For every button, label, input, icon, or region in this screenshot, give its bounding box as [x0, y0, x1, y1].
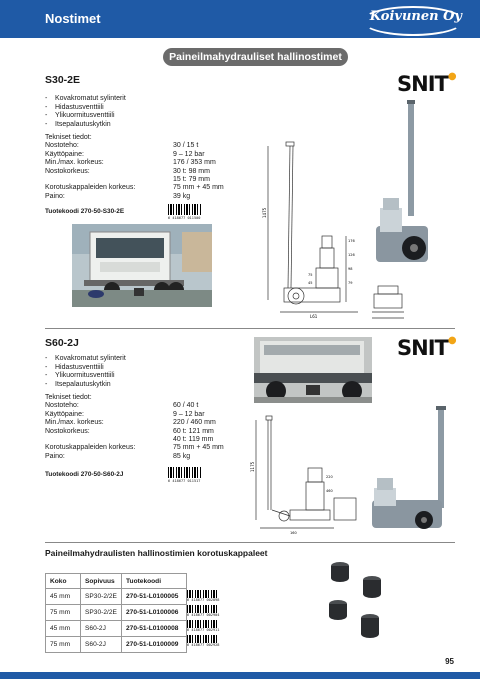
dimension-label: L61 [310, 314, 318, 319]
feature-item: - Itsepalautuskytkin [45, 381, 126, 390]
page-header [0, 0, 480, 38]
cell-fit: SP30-2/2E [81, 589, 122, 605]
feature-item: - Itsepalautuskytkin [45, 121, 126, 130]
page-number: 95 [445, 657, 454, 666]
technical-drawing-s60 [250, 412, 362, 534]
feature-item: - Hidastusventtiili [45, 364, 126, 373]
spec-value: 15 t: 79 mm [173, 176, 210, 184]
spec-value: 176 / 353 mm [173, 159, 216, 167]
barcode-icon [187, 590, 219, 598]
spec-value: 9 – 12 bar [173, 150, 205, 158]
cell-size: 45 mm [46, 621, 81, 637]
spec-value: 30 / 15 t [173, 142, 199, 150]
barcode-number: 6 418677 002928 [187, 643, 220, 647]
brand-logo-s30 [397, 72, 456, 96]
table-row [46, 605, 187, 621]
barcode-number: 6 418677 011500 [168, 216, 201, 220]
table-header-row [46, 574, 187, 589]
table-row [46, 637, 187, 653]
brand-logo-s60 [397, 336, 456, 360]
barcode-number: 6 418677 002904 [187, 613, 220, 617]
cell-fit: S60-2J [81, 637, 122, 653]
spec-label: Min./max. korkeus: [45, 159, 104, 167]
table-row [46, 589, 187, 605]
spec-label: Nostokorkeus: [45, 167, 90, 175]
spec-value: 30 t: 98 mm [173, 167, 210, 175]
dimension-label: 176 [348, 239, 355, 243]
dimension-label: 126 [348, 253, 355, 257]
spec-table-s30 [45, 134, 224, 201]
feature-item: - Kovakromatut sylinterit [45, 95, 126, 104]
technical-drawing-s30 [258, 138, 368, 320]
product-model-s30: S30-2E [45, 74, 81, 86]
accessories-table [45, 573, 187, 653]
front-drawing-s30 [370, 282, 406, 322]
spec-label: Käyttöpaine: [45, 150, 84, 158]
dimension-label: 45 [308, 281, 313, 285]
company-logo: Koivunen Oy [369, 9, 462, 24]
spec-value: 60 t: 121 mm [173, 427, 214, 435]
section-divider [45, 328, 455, 329]
barcode-number: 6 418677 002898 [187, 598, 220, 602]
cell-fit: SP30-2/2E [81, 605, 122, 621]
dimension-label: 220 [326, 475, 333, 479]
column-header-size: Koko [46, 574, 81, 589]
brand-name: SNIT [397, 336, 448, 360]
spec-label: Nostoteho: [45, 142, 79, 150]
section-title: Nostimet [45, 11, 101, 26]
cell-size: 45 mm [46, 589, 81, 605]
brand-dot-icon: ● [447, 335, 456, 346]
dimension-label: 75 [308, 273, 313, 277]
accessories-title: Paineilmahydraulisten hallinostimien korotuskappaleet [45, 548, 268, 558]
barcode-icon [187, 620, 219, 628]
cell-code: 270-51-L0100008 [122, 621, 187, 637]
brand-name: SNIT [397, 72, 448, 96]
table-row [46, 621, 187, 637]
truck-photo-s60 [254, 337, 372, 403]
dimension-label: 160 [290, 531, 297, 534]
feature-item: - Kovakromatut sylinterit [45, 355, 126, 364]
spec-label: Korotuskappaleiden korkeus: [45, 184, 136, 192]
spec-value: 85 kg [173, 452, 191, 460]
feature-item: - Hidastusventtiili [45, 104, 126, 113]
feature-item: - Ylikuormitusventtiili [45, 112, 126, 121]
spec-value: 60 / 40 t [173, 402, 199, 410]
spec-label: Korotuskappaleiden korkeus: [45, 444, 136, 452]
spec-value: 220 / 460 mm [173, 419, 216, 427]
dimension-label: 1175 [250, 461, 255, 472]
spec-label [45, 176, 173, 184]
truck-photo-s30 [72, 224, 212, 307]
cell-size: 75 mm [46, 637, 81, 653]
spec-label: Nostoteho: [45, 402, 79, 410]
barcode-icon [187, 605, 219, 613]
brand-dot-icon: ● [447, 71, 456, 82]
jack-photo-s30 [370, 98, 432, 266]
barcode-icon [187, 635, 219, 643]
feature-item: - Ylikuormitusventtiili [45, 372, 126, 381]
category-banner: Paineilmahydrauliset hallinostimet [163, 48, 348, 66]
barcode-number: 6 418677 011517 [168, 479, 201, 483]
spec-value: 75 mm + 45 mm [173, 184, 224, 192]
barcode-number: 6 418677 002911 [187, 628, 220, 632]
dimension-label: 79 [348, 281, 353, 285]
spec-table-s60 [45, 394, 224, 461]
spec-label [45, 436, 173, 444]
spacer-pucks-photo [322, 556, 388, 648]
spec-label: Paino: [45, 452, 65, 460]
dimension-label: 1475 [262, 207, 267, 218]
column-header-code: Tuotekoodi [122, 574, 187, 589]
barcode-icon [168, 467, 202, 478]
column-header-fit: Sopivuus [81, 574, 122, 589]
cell-code: 270-51-L0100005 [122, 589, 187, 605]
dimension-label: 460 [326, 489, 333, 493]
product-code-s30: Tuotekoodi 270-50-S30-2E [45, 208, 125, 215]
cell-fit: S60-2J [81, 621, 122, 637]
cell-code: 270-51-L0100009 [122, 637, 187, 653]
spec-value: 75 mm + 45 mm [173, 444, 224, 452]
spec-title: Tekniset tiedot: [45, 394, 92, 401]
dimension-label: 98 [348, 267, 353, 271]
spec-value: 9 – 12 bar [173, 410, 205, 418]
section-divider [45, 542, 455, 543]
product-model-s60: S60-2J [45, 337, 79, 349]
cell-size: 75 mm [46, 605, 81, 621]
spec-title: Tekniset tiedot: [45, 134, 92, 141]
spec-label: Käyttöpaine: [45, 410, 84, 418]
spec-label: Min./max. korkeus: [45, 419, 104, 427]
page-footer-bar [0, 672, 480, 679]
cell-code: 270-51-L0100006 [122, 605, 187, 621]
spec-label: Nostokorkeus: [45, 427, 90, 435]
feature-list-s60 [45, 355, 126, 389]
spec-label: Paino: [45, 192, 65, 200]
feature-list-s30 [45, 95, 126, 129]
jack-photo-s60 [368, 404, 452, 534]
spec-value: 39 kg [173, 192, 191, 200]
product-code-s60: Tuotekoodi 270-50-S60-2J [45, 471, 124, 478]
barcode-icon [168, 204, 202, 215]
spec-value: 40 t: 119 mm [173, 436, 214, 444]
